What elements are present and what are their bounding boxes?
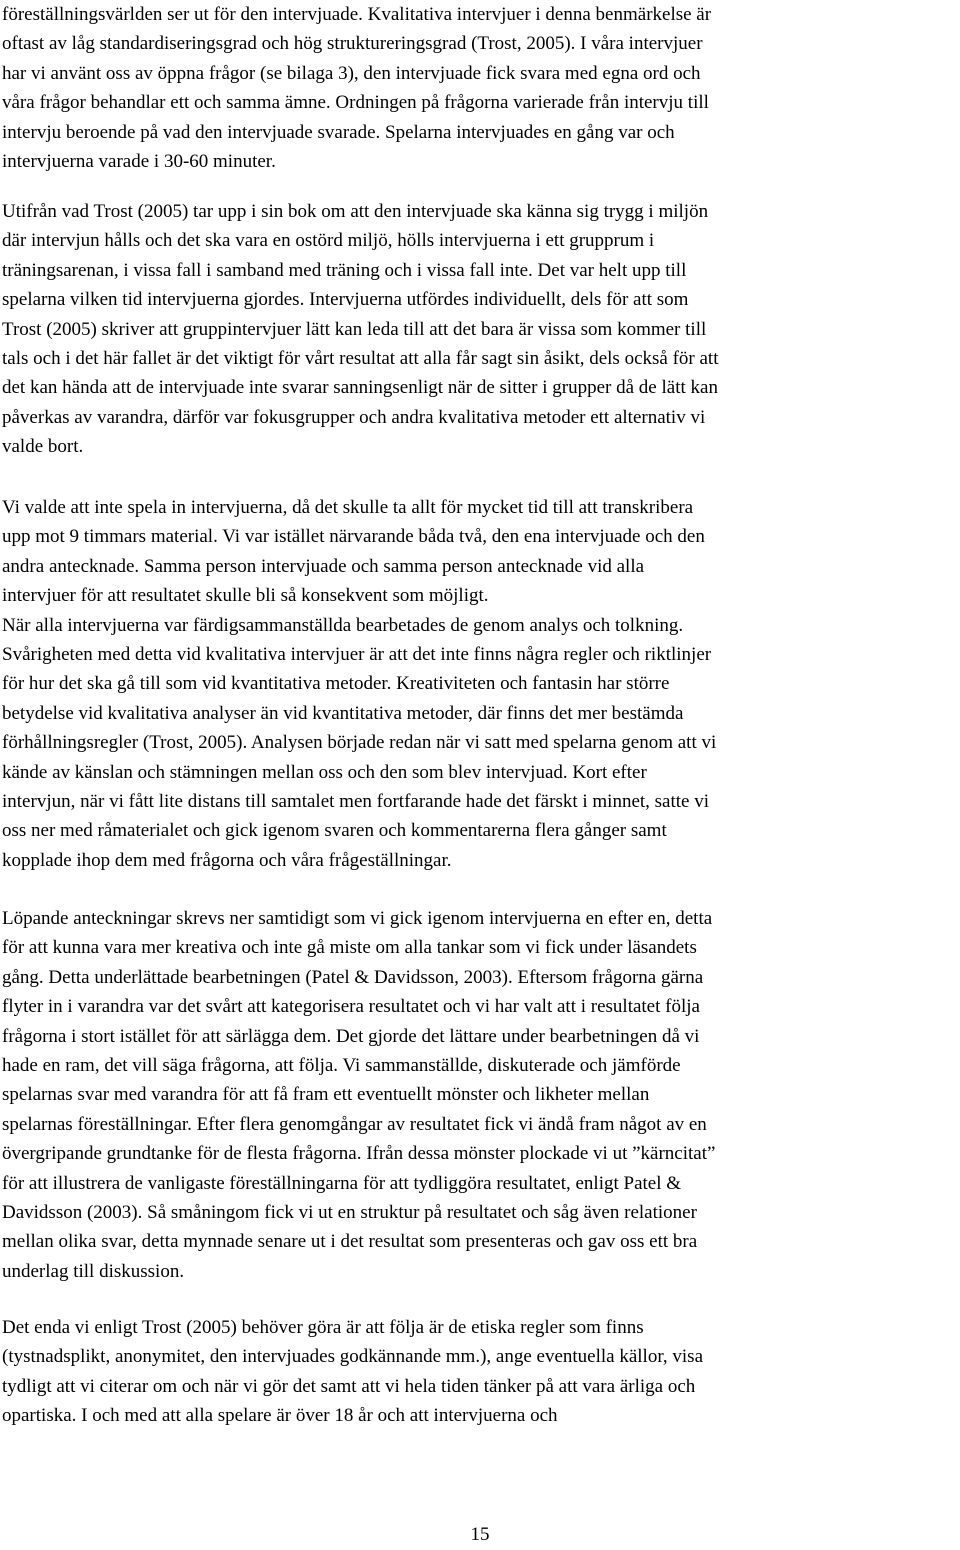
text-line: betydelse vid kvalitativa analyser än vid kvantitativa metoder, där finns det mer bestämda — [2, 702, 684, 724]
text-line: har vi använt oss av öppna frågor (se bilaga 3), den intervjuade fick svara med egna ord och — [2, 62, 701, 84]
text-line: Trost (2005) skriver att gruppintervjuer lätt kan leda till att det bara är vissa som kommer till — [2, 318, 707, 340]
text-line: spelarnas svar med varandra för att få fram ett eventuellt mönster och likheter mellan — [2, 1084, 650, 1106]
text-line: spelarna vilken tid intervjuerna gjordes. Intervjuerna utfördes individuellt, dels för att som — [2, 289, 689, 311]
text-line: påverkas av varandra, därför var fokusgrupper och andra kvalitativa metoder ett alternativ vi — [2, 406, 706, 428]
text-line: andra antecknade. Samma person intervjuade och samma person antecknade vid alla — [2, 555, 645, 577]
text-line: Svårigheten med detta vid kvalitativa intervjuer är att det inte finns några regler och riktlinjer — [2, 643, 712, 665]
text-line: oftast av låg standardiseringsgrad och hög struktureringsgrad (Trost, 2005). I våra intervjuer — [2, 33, 703, 55]
text-line: det kan hända att de intervjuade inte svarar sanningsenligt när de sitter i grupper då de lätt kan — [2, 377, 718, 399]
text-line: tals och i det här fallet är det viktigt för vårt resultat att alla får sagt sin åsikt, dels också för att — [2, 347, 719, 369]
paragraph-intervju-miljo — [2, 197, 958, 462]
text-line: Det enda vi enligt Trost (2005) behöver göra är att följa är de etiska regler som finns — [2, 1317, 644, 1338]
text-line: mellan olika svar, detta mynnade senare ut i det resultat som presenteras och gav oss ett bra — [2, 1231, 698, 1253]
text-line: kopplade ihop dem med frågorna och våra frågeställningar. — [2, 849, 452, 871]
text-line: föreställningsvärlden ser ut för den intervjuade. Kvalitativa intervjuer i denna benmärkelse är — [2, 4, 712, 25]
text-line: intervjuerna varade i 30-60 minuter. — [2, 150, 276, 172]
text-line: upp mot 9 timmars material. Vi var istället närvarande båda två, den ena intervjuade och den — [2, 526, 705, 548]
text-line: för att kunna vara mer kreativa och inte gå miste om alla tankar som vi fick under läsandets — [2, 937, 697, 959]
text-line: övergripande grundtanke för de flesta frågorna. Ifrån dessa mönster plockade vi ut ”kärncitat” — [2, 1143, 716, 1165]
text-line: tydligt att vi citerar om och när vi gör det samt att vi hela tiden tänker på att vara ärliga och — [2, 1375, 696, 1397]
text-line: (tystnadsplikt, anonymitet, den intervjuades godkännande mm.), ange eventuella källor, visa — [2, 1346, 703, 1368]
text-line: hade en ram, det vill säga frågorna, att följa. Vi sammanställde, diskuterade och jämförde — [2, 1054, 681, 1076]
paragraph-anteckningar — [2, 904, 958, 1286]
paragraph-analys — [2, 493, 958, 875]
text-line: intervjuer för att resultatet skulle bli så konsekvent som möjligt. — [2, 585, 489, 607]
text-line: Vi valde att inte spela in intervjuerna, då det skulle ta allt för mycket tid till att transkribera — [2, 497, 694, 518]
text-line: kände av känslan och stämningen mellan oss och den som blev intervjuad. Kort efter — [2, 761, 647, 783]
text-line: underlag till diskussion. — [2, 1260, 185, 1282]
text-line: intervjun, när vi fått lite distans till samtalet men fortfarande hade det färskt i minnet, satte vi — [2, 790, 710, 812]
text-line: När alla intervjuerna var färdigsammanställda bearbetades de genom analys och tolkning. — [2, 614, 684, 636]
text-line: för att illustrera de vanligaste föreställningarna för att tydliggöra resultatet, enligt Patel & — [2, 1172, 682, 1194]
text-line: Davidsson (2003). Så småningom fick vi ut en struktur på resultatet och såg även relationer — [2, 1201, 697, 1223]
text-line: träningsarenan, i vissa fall i samband med träning och i vissa fall inte. Det var helt upp till — [2, 259, 687, 281]
text-line: oss ner med råmaterialet och gick igenom svaren och kommentarerna flera gånger samt — [2, 820, 667, 842]
paragraph-etiska-regler — [2, 1313, 958, 1431]
text-line: förhållningsregler (Trost, 2005). Analysen började redan när vi satt med spelarna genom att vi — [2, 732, 717, 754]
text-line: frågorna i stort istället för att särlägga dem. Det gjorde det lättare under bearbetningen då vi — [2, 1025, 700, 1047]
text-line: Löpande anteckningar skrevs ner samtidigt som vi gick igenom intervjuerna en efter en, detta — [2, 908, 713, 929]
text-line: flyter in i varandra var det svårt att kategorisera resultatet och vi har valt att i resultatet följa — [2, 996, 700, 1018]
text-line: spelarnas föreställningar. Efter flera genomgångar av resultatet fick vi ändå fram något av en — [2, 1113, 707, 1135]
text-line: opartiska. I och med att alla spelare är över 18 år och att intervjuerna och — [2, 1405, 558, 1427]
text-line: intervju beroende på vad den intervjuade svarade. Spelarna intervjuades en gång var och — [2, 121, 675, 143]
text-line: valde bort. — [2, 436, 84, 458]
text-line: Utifrån vad Trost (2005) tar upp i sin bok om att den intervjuade ska känna sig trygg i miljön — [2, 201, 709, 222]
page-number: 15 — [470, 1524, 490, 1545]
text-line: gång. Detta underlättade bearbetningen (Patel & Davidsson, 2003). Eftersom frågorna gärna — [2, 966, 704, 988]
text-line: där intervjun hålls och det ska vara en ostörd miljö, hölls intervjuerna i ett grupprum i — [2, 230, 655, 252]
text-line: våra frågor behandlar ett och samma ämne. Ordningen på frågorna varierade från intervju till — [2, 92, 709, 114]
text-line: för hur det ska gå till som vid kvantitativa metoder. Kreativiteten och fantasin har större — [2, 673, 670, 695]
paragraph-intervju-format — [2, 0, 958, 176]
